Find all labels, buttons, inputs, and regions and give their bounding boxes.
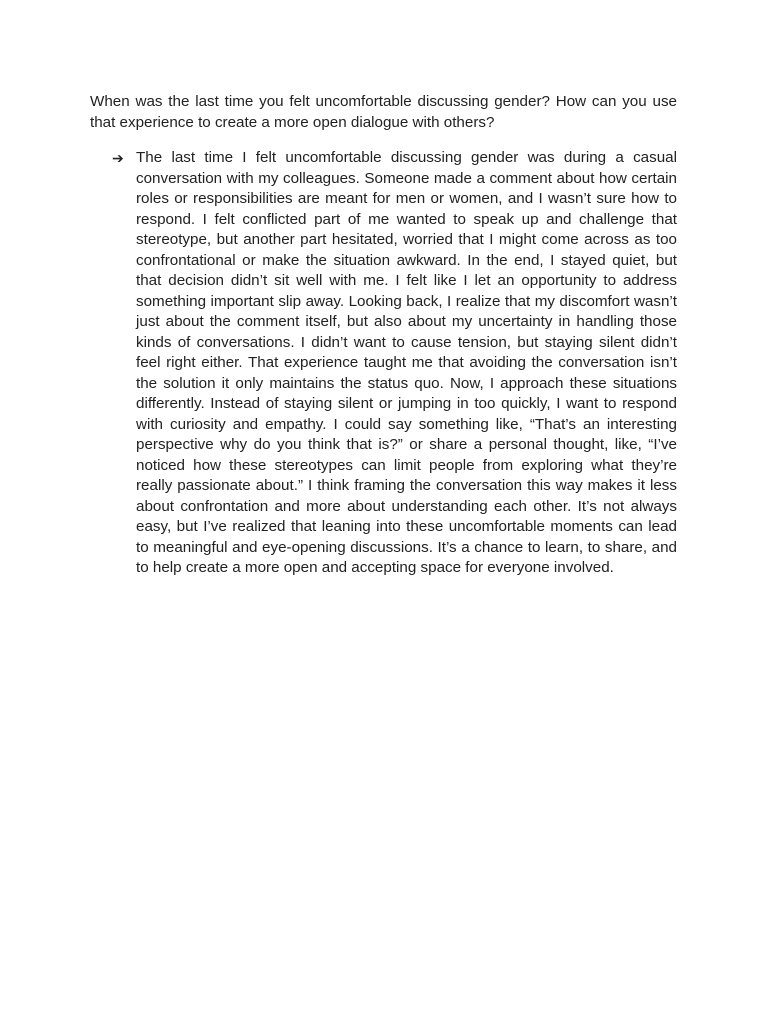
prompt-question: When was the last time you felt uncomfortable discussing gender? How can you use that experience to create a more open dialogue with others? (90, 93, 677, 131)
answer-list-item (112, 148, 677, 579)
answer-paragraph: The last time I felt uncomfortable discussing gender was during a casual conversation with my colleagues. Someone made a comment about how certain roles or responsibilities are meant for men or women, and I wasn’t sure how to respond. I felt conflicted part of me wanted to speak up and challenge that stereotype, but another part hesitated, worried that I might come across as too confrontational or make the situation awkward. In the end, I stayed quiet, but that decision didn’t sit well with me. I felt like I let an opportunity to address something important slip away. Looking back, I realize that my discomfort wasn’t just about the comment itself, but also about my uncertainty in handling those kinds of conversations. I didn’t want to cause tension, but staying silent didn’t feel right either. That experience taught me that avoiding the conversation isn’t the solution it only maintains the status quo. Now, I approach these situations differently. Instead of staying silent or jumping in too quickly, I want to respond with curiosity and empathy. I could say something like, “That’s an interesting perspective why do you think that is?” or share a personal thought, like, “I’ve noticed how these stereotypes can limit people from exploring what they’re really passionate about.” I think framing the conversation this way makes it less about confrontation and more about understanding each other. It’s not always easy, but I’ve realized that leaning into these uncomfortable moments can lead to meaningful and eye-opening discussions. It’s a chance to learn, to share, and to help create a more open and accepting space for everyone involved. (136, 149, 677, 576)
arrow-right-icon: ➔ (112, 150, 124, 166)
